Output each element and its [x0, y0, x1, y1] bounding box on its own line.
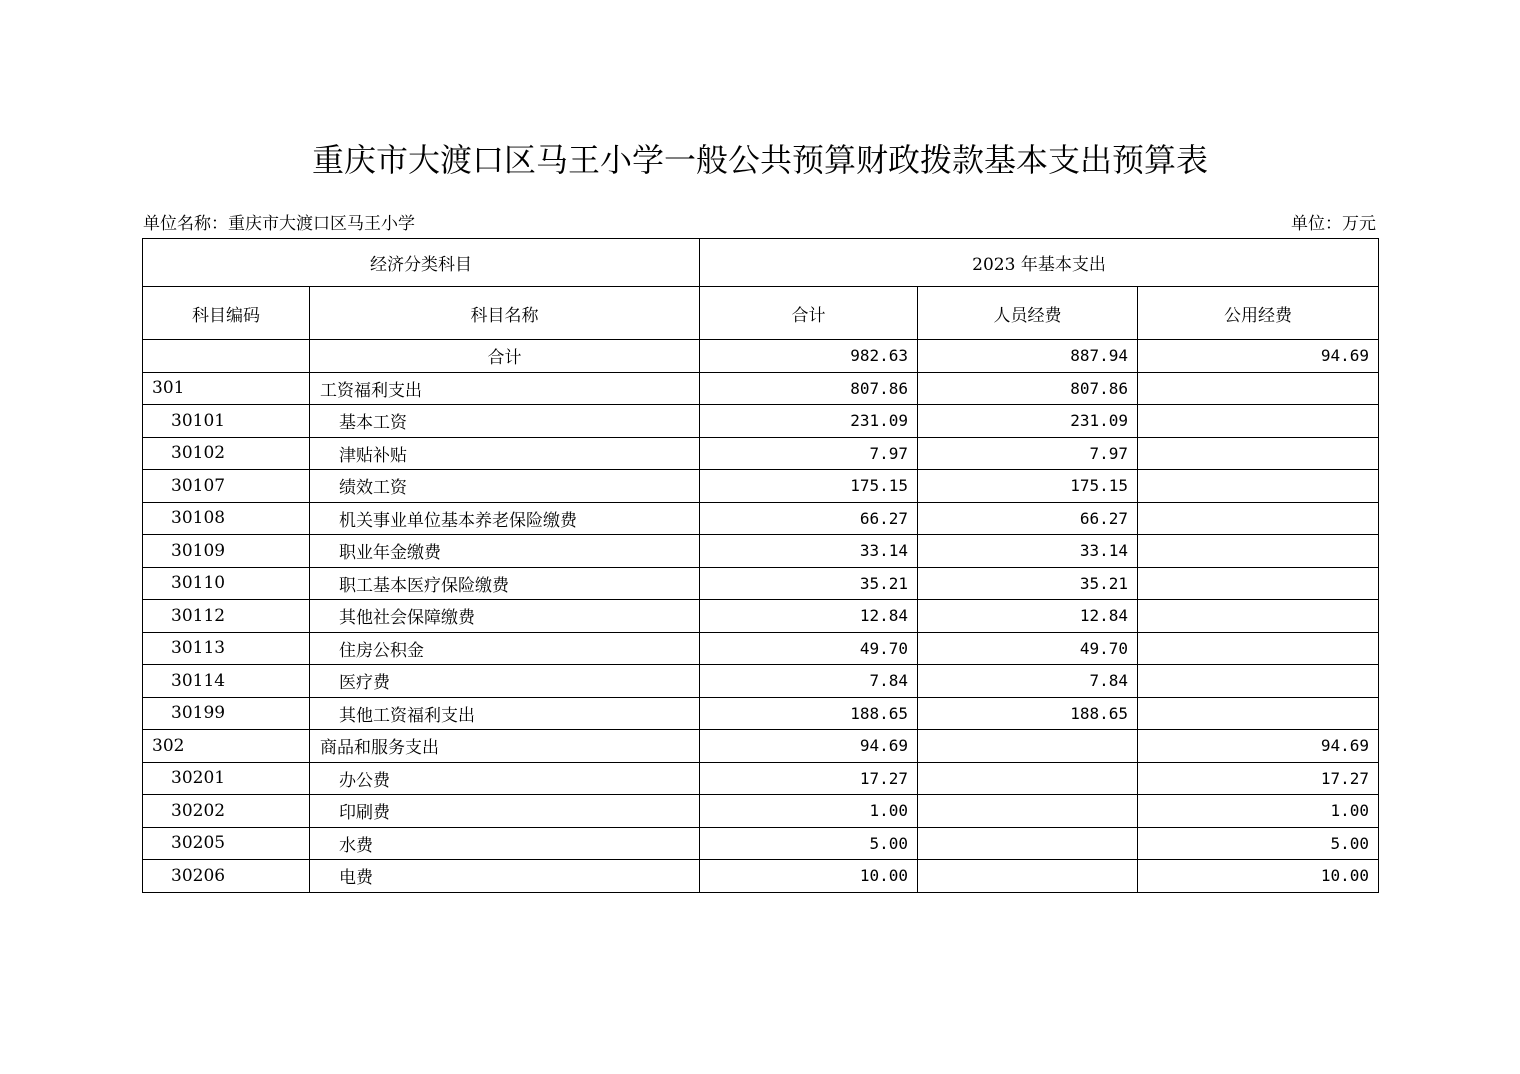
cell-total: 10.00	[700, 860, 918, 893]
cell-total: 17.27	[700, 762, 918, 795]
cell-public: 5.00	[1138, 827, 1379, 860]
cell-public	[1138, 470, 1379, 503]
cell-public: 10.00	[1138, 860, 1379, 893]
cell-name: 商品和服务支出	[310, 730, 700, 763]
cell-total: 33.14	[700, 535, 918, 568]
cell-personnel: 7.84	[918, 665, 1138, 698]
budget-table	[142, 238, 1379, 893]
cell-personnel	[918, 795, 1138, 828]
cell-total: 807.86	[700, 372, 918, 405]
table-row	[143, 730, 1379, 763]
cell-code: 30201	[143, 762, 310, 795]
table-row	[143, 567, 1379, 600]
cell-total: 7.84	[700, 665, 918, 698]
header-group-row	[143, 239, 1379, 287]
cell-total: 7.97	[700, 437, 918, 470]
cell-name: 合计	[310, 340, 700, 373]
cell-code: 30202	[143, 795, 310, 828]
cell-public: 17.27	[1138, 762, 1379, 795]
cell-public	[1138, 632, 1379, 665]
cell-code: 30199	[143, 697, 310, 730]
table-row	[143, 470, 1379, 503]
cell-name: 基本工资	[310, 405, 700, 438]
cell-total: 231.09	[700, 405, 918, 438]
table-row	[143, 535, 1379, 568]
cell-personnel	[918, 827, 1138, 860]
table-row	[143, 860, 1379, 893]
table-row	[143, 502, 1379, 535]
cell-total: 35.21	[700, 567, 918, 600]
header-basic-expenditure: 2023 年基本支出	[700, 239, 1379, 287]
cell-public	[1138, 502, 1379, 535]
table-row	[143, 762, 1379, 795]
cell-code: 30109	[143, 535, 310, 568]
cell-code: 30102	[143, 437, 310, 470]
cell-code: 30114	[143, 665, 310, 698]
cell-name: 职业年金缴费	[310, 535, 700, 568]
cell-code: 30206	[143, 860, 310, 893]
header-economic-category: 经济分类科目	[143, 239, 700, 287]
cell-public: 94.69	[1138, 340, 1379, 373]
table-row	[143, 827, 1379, 860]
cell-code: 30205	[143, 827, 310, 860]
cell-personnel: 35.21	[918, 567, 1138, 600]
cell-name: 电费	[310, 860, 700, 893]
cell-code: 30108	[143, 502, 310, 535]
header-name: 科目名称	[310, 287, 700, 340]
cell-personnel: 33.14	[918, 535, 1138, 568]
cell-personnel	[918, 730, 1138, 763]
cell-name: 医疗费	[310, 665, 700, 698]
table-row	[143, 405, 1379, 438]
cell-personnel	[918, 860, 1138, 893]
cell-name: 其他社会保障缴费	[310, 600, 700, 633]
cell-personnel: 49.70	[918, 632, 1138, 665]
cell-name: 职工基本医疗保险缴费	[310, 567, 700, 600]
cell-total: 12.84	[700, 600, 918, 633]
header-code: 科目编码	[143, 287, 310, 340]
cell-total: 175.15	[700, 470, 918, 503]
cell-code: 30112	[143, 600, 310, 633]
cell-name: 工资福利支出	[310, 372, 700, 405]
table-row	[143, 795, 1379, 828]
cell-public	[1138, 372, 1379, 405]
cell-personnel: 7.97	[918, 437, 1138, 470]
header-total: 合计	[700, 287, 918, 340]
cell-personnel: 887.94	[918, 340, 1138, 373]
cell-total: 5.00	[700, 827, 918, 860]
cell-total: 66.27	[700, 502, 918, 535]
cell-personnel: 175.15	[918, 470, 1138, 503]
cell-name: 其他工资福利支出	[310, 697, 700, 730]
cell-code	[143, 340, 310, 373]
table-row	[143, 665, 1379, 698]
cell-name: 住房公积金	[310, 632, 700, 665]
cell-public	[1138, 600, 1379, 633]
cell-personnel: 807.86	[918, 372, 1138, 405]
cell-public	[1138, 437, 1379, 470]
cell-personnel: 231.09	[918, 405, 1138, 438]
cell-name: 水费	[310, 827, 700, 860]
cell-total: 1.00	[700, 795, 918, 828]
cell-public	[1138, 567, 1379, 600]
cell-personnel: 188.65	[918, 697, 1138, 730]
cell-total: 188.65	[700, 697, 918, 730]
cell-code: 301	[143, 372, 310, 405]
cell-public	[1138, 405, 1379, 438]
cell-name: 绩效工资	[310, 470, 700, 503]
cell-code: 30107	[143, 470, 310, 503]
cell-name: 办公费	[310, 762, 700, 795]
cell-personnel	[918, 762, 1138, 795]
header-column-row	[143, 287, 1379, 340]
cell-code: 30110	[143, 567, 310, 600]
cell-total: 49.70	[700, 632, 918, 665]
table-row	[143, 437, 1379, 470]
cell-code: 30101	[143, 405, 310, 438]
table-row	[143, 340, 1379, 373]
table-row	[143, 372, 1379, 405]
header-personnel: 人员经费	[918, 287, 1138, 340]
cell-total: 94.69	[700, 730, 918, 763]
cell-public: 94.69	[1138, 730, 1379, 763]
cell-public	[1138, 665, 1379, 698]
cell-public: 1.00	[1138, 795, 1379, 828]
page-title: 重庆市大渡口区马王小学一般公共预算财政拨款基本支出预算表	[311, 141, 1208, 179]
cell-code: 302	[143, 730, 310, 763]
cell-public	[1138, 535, 1379, 568]
cell-name: 印刷费	[310, 795, 700, 828]
cell-name: 津贴补贴	[310, 437, 700, 470]
header-public: 公用经费	[1138, 287, 1379, 340]
cell-total: 982.63	[700, 340, 918, 373]
unit-name-label: 单位名称：重庆市大渡口区马王小学	[143, 214, 415, 234]
cell-personnel: 66.27	[918, 502, 1138, 535]
cell-name: 机关事业单位基本养老保险缴费	[310, 502, 700, 535]
table-row	[143, 632, 1379, 665]
cell-code: 30113	[143, 632, 310, 665]
unit-label: 单位：万元	[1291, 214, 1376, 234]
cell-public	[1138, 697, 1379, 730]
table-row	[143, 600, 1379, 633]
table-row	[143, 697, 1379, 730]
cell-personnel: 12.84	[918, 600, 1138, 633]
